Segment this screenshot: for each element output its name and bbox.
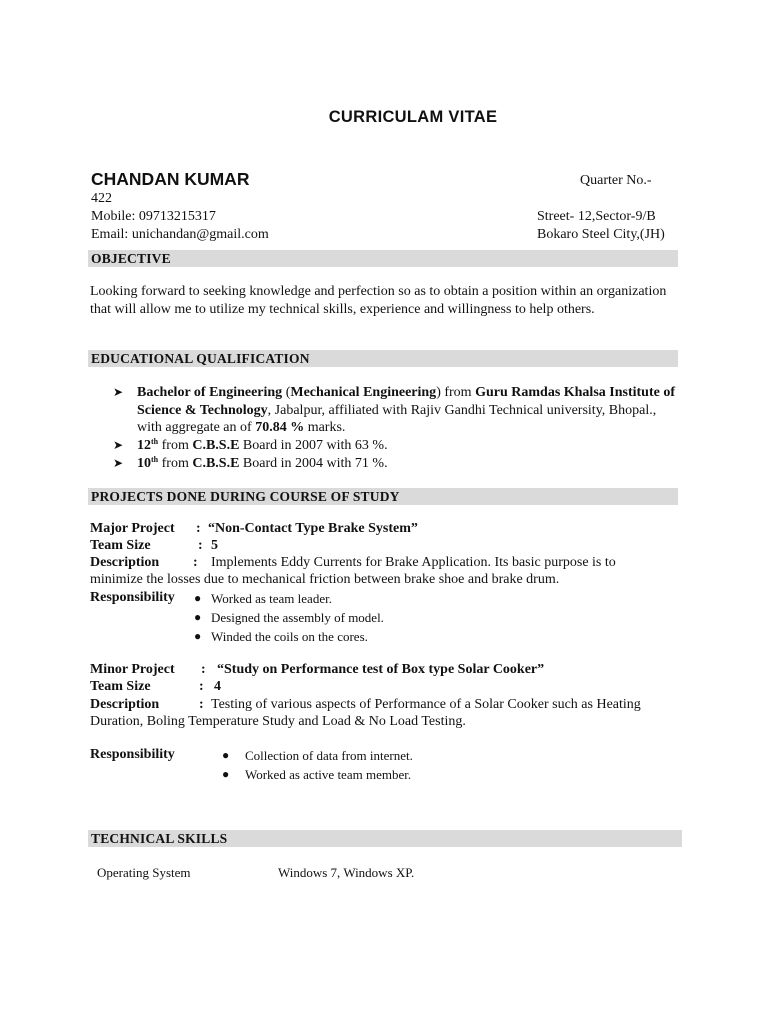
address-line-1: Quarter No.-	[580, 173, 652, 188]
minor-description-line-2: Duration, Boling Temperature Study and Load & No Load Testing.	[90, 714, 466, 729]
class-level: 10	[137, 456, 151, 471]
board-details: Board in 2007 with 63 %.	[242, 438, 388, 453]
board-details: Board in 2004 with 71 %.	[242, 456, 388, 471]
arrow-bullet-icon: ➤	[113, 456, 124, 470]
objective-heading: OBJECTIVE	[91, 251, 171, 266]
team-size-value: 5	[211, 538, 218, 553]
projects-heading: PROJECTS DONE DURING COURSE OF STUDY	[91, 489, 400, 504]
minor-project-title: “Study on Performance test of Box type Solar Cooker”	[217, 662, 545, 677]
arrow-bullet-icon: ➤	[113, 385, 124, 399]
bullet-dot-icon: ●	[194, 629, 202, 643]
from-word: from	[161, 438, 189, 453]
colon: :	[199, 679, 204, 694]
address-line-3: Bokaro Steel City,(JH)	[537, 227, 665, 242]
skill-label: Operating System	[97, 865, 191, 880]
responsibility-label: Responsibility	[90, 590, 175, 605]
responsibility-item: Collection of data from internet.	[245, 748, 413, 763]
minor-description-line-1: Testing of various aspects of Performance of a Solar Cooker such as Heating	[211, 697, 641, 712]
board-name: C.B.S.E	[192, 438, 240, 453]
skills-heading-bar	[88, 830, 682, 847]
responsibility-item: Winded the coils on the cores.	[211, 629, 368, 644]
bullet-dot-icon: ●	[222, 767, 230, 781]
email: Email: unichandan@gmail.com	[91, 227, 269, 242]
bullet-dot-icon: ●	[194, 591, 202, 605]
aggregate-percent: 70.84 %	[255, 420, 305, 435]
marks-word: marks.	[307, 420, 346, 435]
college-name: Guru Ramdas Khalsa Institute of Science & Technology	[137, 385, 675, 418]
degree-name: Bachelor of Engineering	[137, 385, 283, 400]
description-label: Description	[90, 697, 160, 712]
skill-value: Windows 7, Windows XP.	[278, 865, 415, 880]
objective-heading-bar	[88, 250, 678, 267]
colon: :	[198, 538, 203, 553]
objective-text: Looking forward to seeking knowledge and perfection so as to obtain a position within an organization that will allow me to utilize my technical skills, experience and willingness to help others.	[90, 284, 667, 317]
description-label: Description	[90, 555, 160, 570]
ordinal-suffix: th	[151, 455, 159, 464]
major-description-line-2: minimize the losses due to mechanical friction between brake shoe and brake drum.	[90, 572, 560, 587]
team-size-label: Team Size	[90, 538, 151, 553]
major-description-line-1: Implements Eddy Currents for Brake Application. Its basic purpose is to	[211, 555, 616, 570]
college-details: , Jabalpur, affiliated with Rajiv Gandhi Technical university, Bhopal., with aggregate an of	[137, 402, 657, 435]
team-size-value: 4	[214, 679, 221, 694]
candidate-name: CHANDAN KUMAR	[91, 169, 250, 189]
board-name: C.B.S.E	[192, 456, 240, 471]
responsibility-item: Worked as team leader.	[211, 591, 332, 606]
major-project-label: Major Project	[90, 521, 175, 536]
bullet-dot-icon: ●	[222, 748, 230, 762]
mobile: Mobile: 09713215317	[91, 209, 216, 224]
colon: :	[199, 697, 204, 712]
from-word: from	[161, 456, 189, 471]
team-size-label: Team Size	[90, 679, 151, 694]
responsibility-item: Worked as active team member.	[245, 767, 412, 782]
class-level: 12	[137, 438, 151, 453]
from-word: from	[444, 385, 472, 400]
minor-project-label: Minor Project	[90, 662, 175, 677]
address-line-2: Street- 12,Sector-9/B	[537, 209, 656, 224]
bullet-dot-icon: ●	[194, 610, 202, 624]
education-item-10th	[137, 455, 677, 473]
colon: :	[196, 521, 201, 536]
education-item-degree: Bachelor of Engineering (Mechanical Engineering) from Guru Ramdas Khalsa Institute of Science & Technology, Jabalpur, affiliated with Rajiv Gandhi Technical university, Bhopal., with aggregate an of 70.84 % marks.	[137, 385, 675, 435]
address-line-1-wrap: 422	[91, 191, 112, 206]
ordinal-suffix: th	[151, 437, 159, 446]
projects-heading-bar	[88, 488, 678, 505]
degree-branch: Mechanical Engineering	[290, 385, 437, 400]
education-item-12th	[137, 437, 677, 455]
skills-heading: TECHNICAL SKILLS	[91, 831, 228, 846]
education-heading: EDUCATIONAL QUALIFICATION	[91, 351, 310, 366]
responsibility-item: Designed the assembly of model.	[211, 610, 384, 625]
document-title: CURRICULAM VITAE	[328, 108, 498, 126]
colon: :	[201, 662, 206, 677]
arrow-bullet-icon: ➤	[113, 438, 124, 452]
colon: :	[193, 555, 198, 570]
major-project-title: “Non-Contact Type Brake System”	[208, 521, 418, 536]
responsibility-label: Responsibility	[90, 747, 175, 762]
education-heading-bar	[88, 350, 678, 367]
